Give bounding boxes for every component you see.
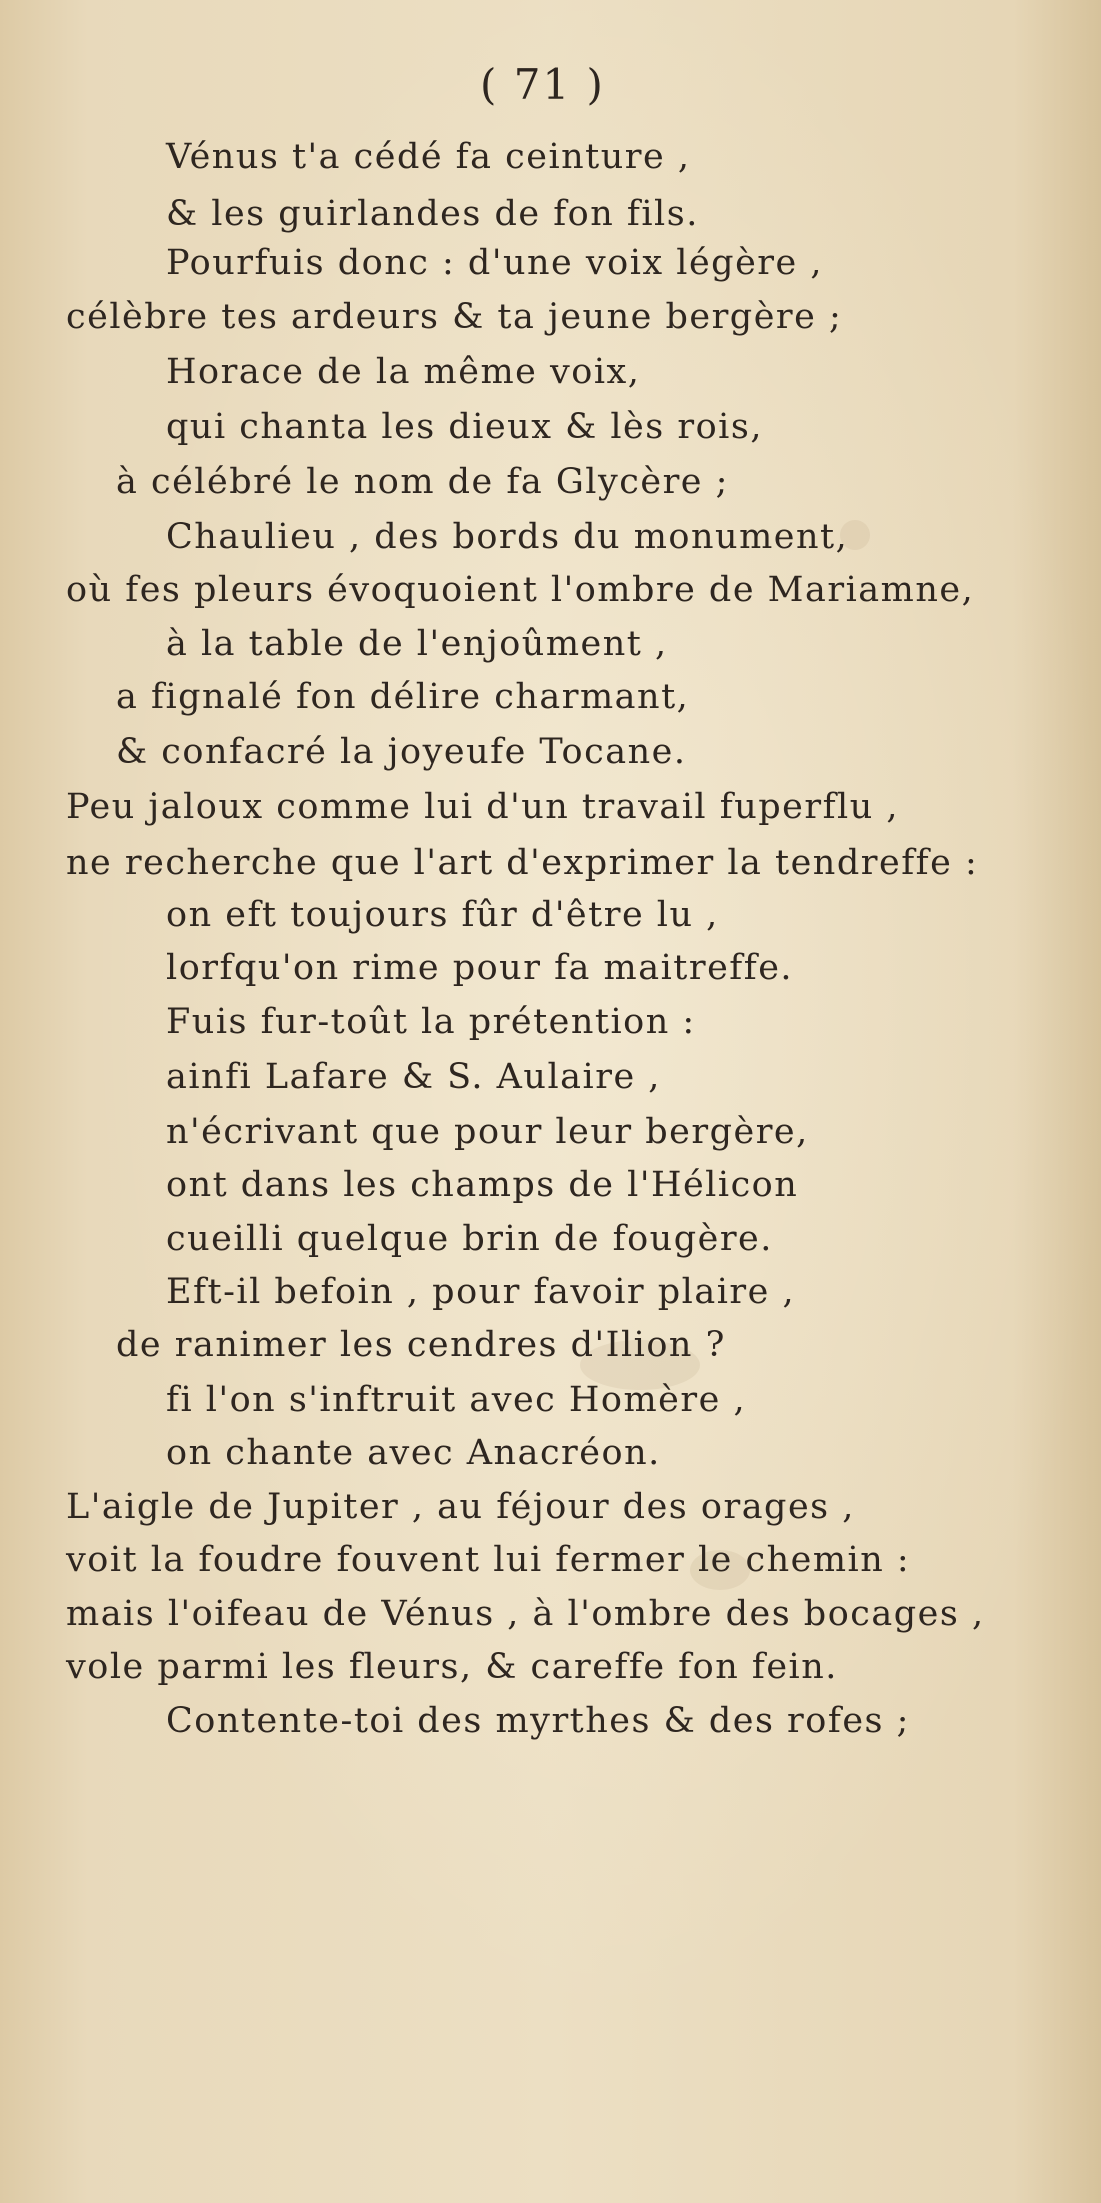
page-number: ( 71 ) — [480, 60, 605, 109]
poem-line: n'écrivant que pour leur bergère, — [166, 1112, 809, 1152]
poem-line: qui chanta les dieux & lès rois, — [166, 407, 763, 447]
poem-line: lorfqu'on rime pour fa maitreffe. — [166, 948, 794, 988]
poem-line: L'aigle de Jupiter , au féjour des orages , — [66, 1487, 855, 1527]
poem-line: Peu jaloux comme lui d'un travail fuperflu , — [66, 787, 900, 827]
poem-line: Horace de la même voix, — [166, 352, 641, 392]
poem-line: à célébré le nom de fa Glycère ; — [116, 462, 729, 502]
poem-line: a fignalé fon délire charmant, — [116, 677, 690, 717]
poem-line: on chante avec Anacréon. — [166, 1433, 661, 1473]
poem-line: à la table de l'enjoûment , — [166, 624, 668, 664]
poem-line: mais l'oifeau de Vénus , à l'ombre des bocages , — [66, 1594, 985, 1634]
poem-line: Pourfuis donc : d'une voix légère , — [166, 243, 823, 283]
poem-line: où fes pleurs évoquoient l'ombre de Mariamne, — [66, 570, 975, 610]
poem-line: Vénus t'a cédé fa ceinture , — [166, 137, 691, 177]
poem-line: de ranimer les cendres d'Ilion ? — [116, 1325, 726, 1365]
poem-line: Fuis fur-toût la prétention : — [166, 1002, 696, 1042]
poem-line: Contente-toi des myrthes & des rofes ; — [166, 1701, 910, 1741]
poem-line: fi l'on s'inftruit avec Homère , — [166, 1380, 747, 1420]
poem-line: Eft-il befoin , pour favoir plaire , — [166, 1272, 796, 1312]
poem-line: & les guirlandes de fon fils. — [166, 194, 699, 234]
poem-line: vole parmi les fleurs, & careffe fon fein. — [66, 1647, 838, 1687]
poem-line: célèbre tes ardeurs & ta jeune bergère ; — [66, 297, 843, 337]
poem-line: voit la foudre fouvent lui fermer le chemin : — [66, 1540, 911, 1580]
poem-line: Chaulieu , des bords du monument, — [166, 517, 849, 557]
poem-line: cueilli quelque brin de fougère. — [166, 1219, 773, 1259]
poem-line: & confacré la joyeufe Tocane. — [116, 732, 687, 772]
poem-line: ne recherche que l'art d'exprimer la tendreffe : — [66, 843, 979, 883]
poem-line: ont dans les champs de l'Hélicon — [166, 1165, 799, 1205]
poem-line: ainfi Lafare & S. Aulaire , — [166, 1057, 661, 1097]
poem-line: on eft toujours fûr d'être lu , — [166, 895, 719, 935]
